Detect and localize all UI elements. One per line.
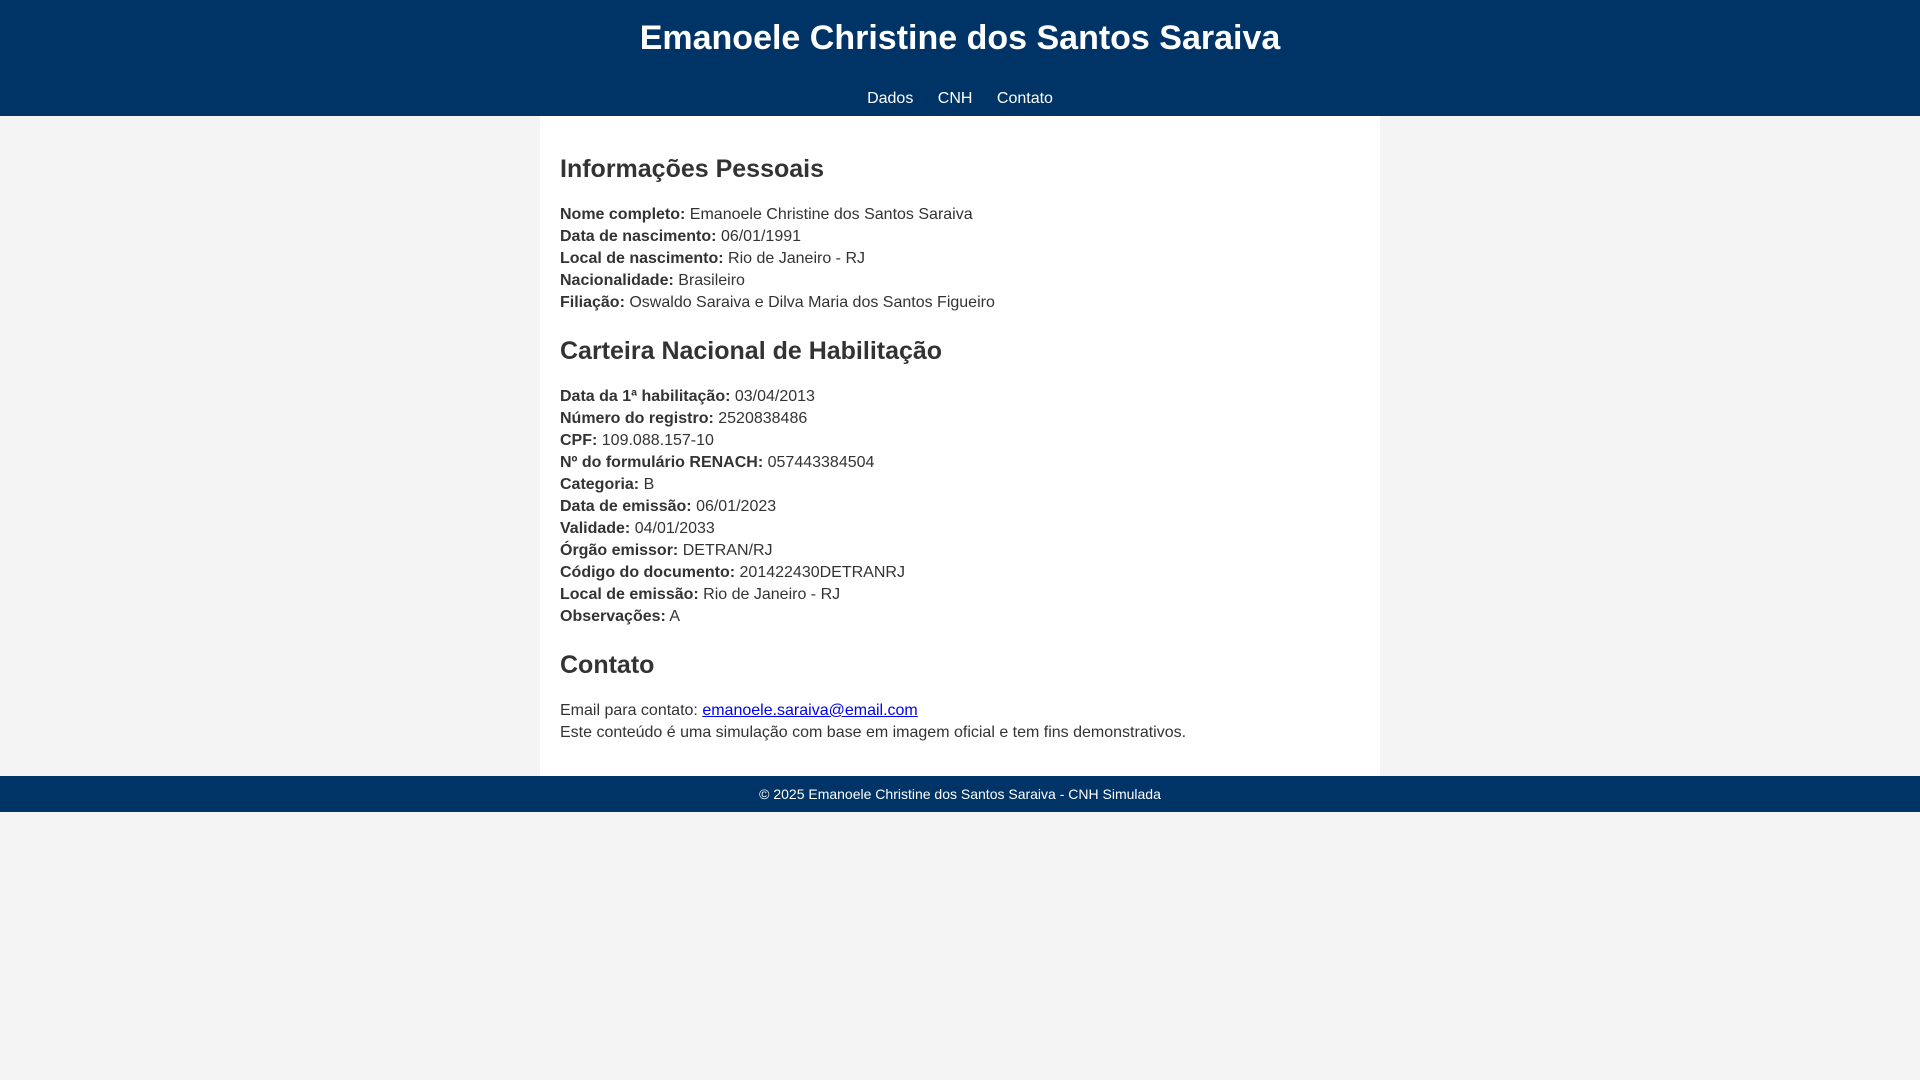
field-row: [560, 408, 1360, 430]
field-value: 109.088.157-10: [601, 432, 714, 449]
field-value: 201422430DETRANRJ: [739, 564, 905, 581]
field-label: CPF:: [560, 432, 598, 449]
field-row: [560, 518, 1360, 540]
field-value: 06/01/1991: [720, 228, 802, 245]
field-value: 06/01/2023: [696, 498, 777, 515]
field-label: Validade:: [560, 520, 631, 537]
nav-link-contato[interactable]: Contato: [996, 90, 1053, 107]
field-value: Rio de Janeiro - RJ: [703, 586, 841, 603]
field-row: [560, 292, 1360, 314]
main-content: [540, 116, 1380, 776]
contact-section: [560, 648, 1360, 744]
field-row: [560, 562, 1360, 584]
field-value: A: [669, 608, 681, 625]
nav-link-cnh[interactable]: CNH: [937, 90, 973, 107]
page-header: [0, 0, 1920, 116]
page-footer: [0, 776, 1920, 812]
email-link[interactable]: emanoele.saraiva@email.com: [702, 702, 918, 719]
footer-text: © 2025 Emanoele Christine dos Santos Saraiva - CNH Simulada: [759, 786, 1161, 802]
field-label: Nome completo:: [560, 206, 686, 223]
field-row: [560, 606, 1360, 628]
page-title: Emanoele Christine dos Santos Saraiva: [639, 19, 1281, 57]
field-value: Emanoele Christine dos Santos Saraiva: [689, 206, 973, 223]
field-row: [560, 584, 1360, 606]
field-label: Data de emissão:: [560, 498, 692, 515]
contact-email-line: [560, 700, 1360, 722]
cnh-heading: Carteira Nacional de Habilitação: [560, 337, 943, 365]
field-label: Data da 1ª habilitação:: [560, 388, 731, 405]
field-value: Rio de Janeiro - RJ: [728, 250, 865, 267]
personal-info-heading: Informações Pessoais: [560, 155, 825, 183]
field-row: [560, 204, 1360, 226]
field-value: 057443384504: [767, 454, 875, 471]
field-row: [560, 386, 1360, 408]
personal-info-section: [560, 152, 1360, 314]
field-label: Nº do formulário RENACH:: [560, 454, 764, 471]
field-label: Categoria:: [560, 476, 640, 493]
email-prefix: Email para contato:: [560, 702, 698, 719]
field-label: Data de nascimento:: [560, 228, 717, 245]
main-nav: [0, 88, 1920, 110]
field-label: Número do registro:: [560, 410, 714, 427]
field-row: [560, 474, 1360, 496]
nav-link-dados[interactable]: Dados: [867, 90, 914, 107]
field-label: Local de emissão:: [560, 586, 699, 603]
field-row: [560, 496, 1360, 518]
field-value: Brasileiro: [678, 272, 745, 289]
field-value: 04/01/2033: [634, 520, 715, 537]
field-value: 2520838486: [718, 410, 808, 427]
field-label: Observações:: [560, 608, 666, 625]
field-value: 03/04/2013: [734, 388, 815, 405]
field-value: Oswaldo Saraiva e Dilva Maria dos Santos Figueiro: [629, 294, 995, 311]
disclaimer-text: Este conteúdo é uma simulação com base em imagem oficial e tem fins demonstrativos.: [560, 724, 1187, 741]
field-label: Nacionalidade:: [560, 272, 674, 289]
field-label: Órgão emissor:: [560, 542, 679, 559]
field-label: Local de nascimento:: [560, 250, 724, 267]
contact-heading: Contato: [560, 651, 655, 679]
field-value: B: [643, 476, 655, 493]
field-row: [560, 540, 1360, 562]
cnh-section: [560, 334, 1360, 628]
field-row: [560, 270, 1360, 292]
field-row: [560, 452, 1360, 474]
field-row: [560, 248, 1360, 270]
field-row: [560, 226, 1360, 248]
field-label: Código do documento:: [560, 564, 736, 581]
field-row: [560, 430, 1360, 452]
field-label: Filiação:: [560, 294, 625, 311]
field-value: DETRAN/RJ: [682, 542, 773, 559]
